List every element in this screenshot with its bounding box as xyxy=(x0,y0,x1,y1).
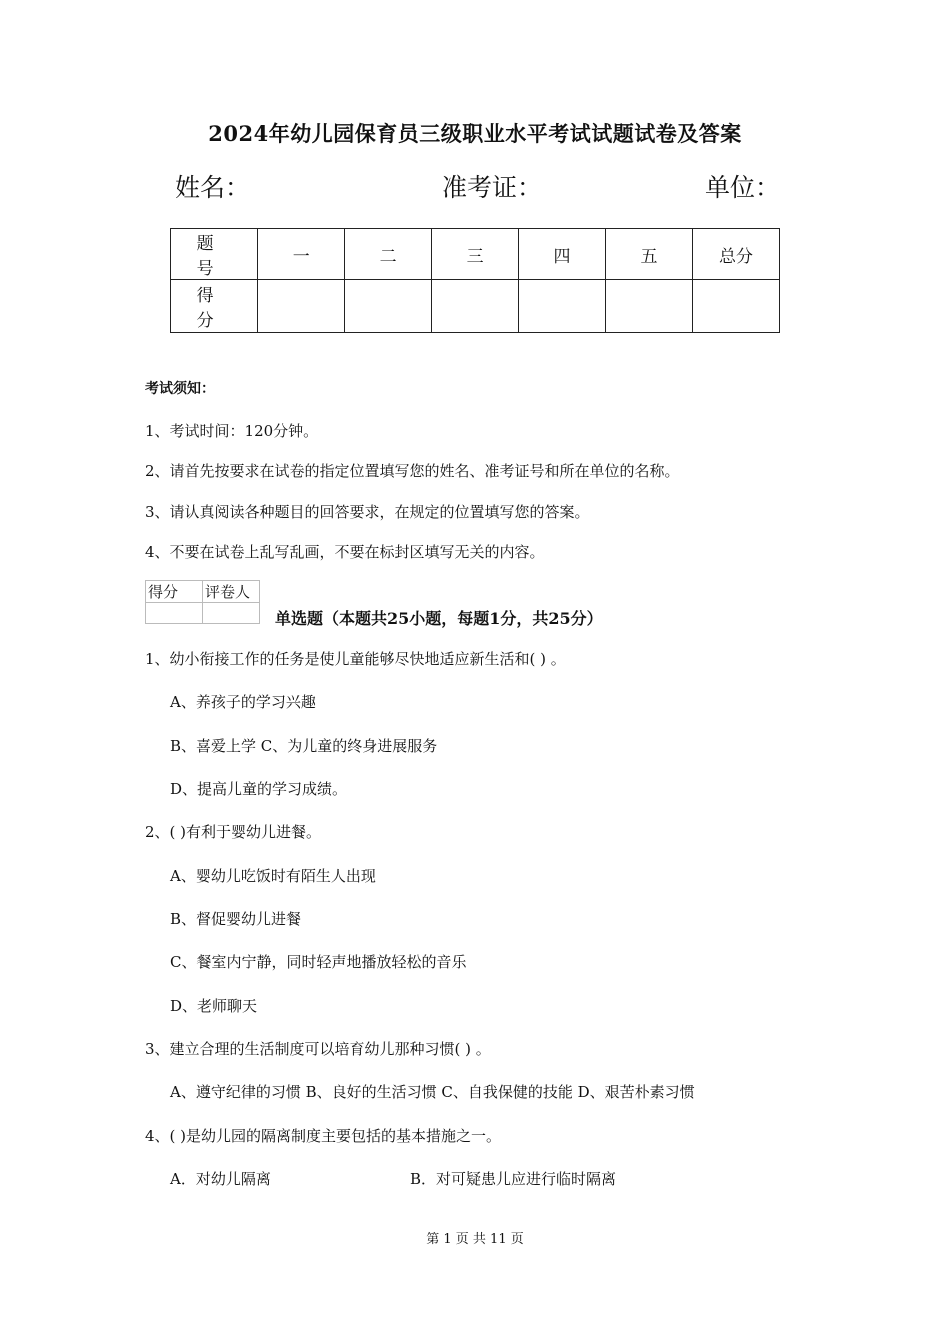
score-cell-2[interactable] xyxy=(345,280,432,333)
unit-label: 单位： xyxy=(704,173,780,202)
name-label: 姓名： xyxy=(175,173,251,202)
column-5: 五 xyxy=(606,229,693,280)
notice-title: 考试须知： xyxy=(145,381,215,397)
section-title: 单选题（本题共25小题，每题1分，共25分） xyxy=(275,609,603,628)
score-table-score-row xyxy=(171,280,780,333)
column-4: 四 xyxy=(519,229,606,280)
grader-reviewer-label: 评卷人 xyxy=(203,581,260,603)
score-cell-3[interactable] xyxy=(432,280,519,333)
exam-number-label: 准考证： xyxy=(442,173,543,202)
question-option: B、喜爱上学 C、为儿童的终身进展服务 xyxy=(170,737,438,755)
candidate-info xyxy=(0,168,950,208)
notice-item: 3、请认真阅读各种题目的回答要求，在规定的位置填写您的答案。 xyxy=(145,503,590,521)
question-option: B、督促婴幼儿进餐 xyxy=(170,910,302,928)
score-label: 得 分 xyxy=(171,280,258,333)
score-cell-1[interactable] xyxy=(258,280,345,333)
column-2: 二 xyxy=(345,229,432,280)
question-number-label: 题 号 xyxy=(171,229,258,280)
grader-score-cell[interactable] xyxy=(146,603,203,624)
question-option: A、婴幼儿吃饭时有陌生人出现 xyxy=(170,867,376,885)
question-stem: 4、( )是幼儿园的隔离制度主要包括的基本措施之一。 xyxy=(145,1127,502,1145)
score-cell-total[interactable] xyxy=(692,280,779,333)
score-cell-4[interactable] xyxy=(519,280,606,333)
notice-item: 2、请首先按要求在试卷的指定位置填写您的姓名、准考证号和所在单位的名称。 xyxy=(145,462,680,480)
grader-score-label: 得分 xyxy=(146,581,203,603)
score-table-header-row xyxy=(171,229,780,280)
question-stem: 1、幼小衔接工作的任务是使儿童能够尽快地适应新生活和( ) 。 xyxy=(145,650,566,668)
grader-reviewer-cell[interactable] xyxy=(203,603,260,624)
question-option: D、提高儿童的学习成绩。 xyxy=(170,780,348,798)
question-stem: 2、( )有利于婴幼儿进餐。 xyxy=(145,823,322,841)
question-option: A、养孩子的学习兴趣 xyxy=(170,693,316,711)
column-total: 总分 xyxy=(692,229,779,280)
question-option: A、遵守纪律的习惯 B、良好的生活习惯 C、自我保健的技能 D、艰苦朴素习惯 xyxy=(170,1083,695,1101)
question-option: A．对幼儿隔离 xyxy=(170,1170,271,1188)
score-cell-5[interactable] xyxy=(606,280,693,333)
grader-box xyxy=(145,580,260,624)
score-table xyxy=(170,228,780,333)
column-1: 一 xyxy=(258,229,345,280)
question-stem: 3、建立合理的生活制度可以培育幼儿那种习惯( ) 。 xyxy=(145,1040,491,1058)
document-title: 2024年幼儿园保育员三级职业水平考试试题试卷及答案 xyxy=(208,121,742,146)
question-option: C、餐室内宁静，同时轻声地播放轻松的音乐 xyxy=(170,953,467,971)
column-3: 三 xyxy=(432,229,519,280)
page-footer: 第 1 页 共 11 页 xyxy=(426,1232,524,1247)
question-option: D、老师聊天 xyxy=(170,997,258,1015)
notice-item: 4、不要在试卷上乱写乱画，不要在标封区填写无关的内容。 xyxy=(145,543,545,561)
notice-item: 1、考试时间：120分钟。 xyxy=(145,422,319,440)
question-option: B．对可疑患儿应进行临时隔离 xyxy=(410,1170,617,1188)
